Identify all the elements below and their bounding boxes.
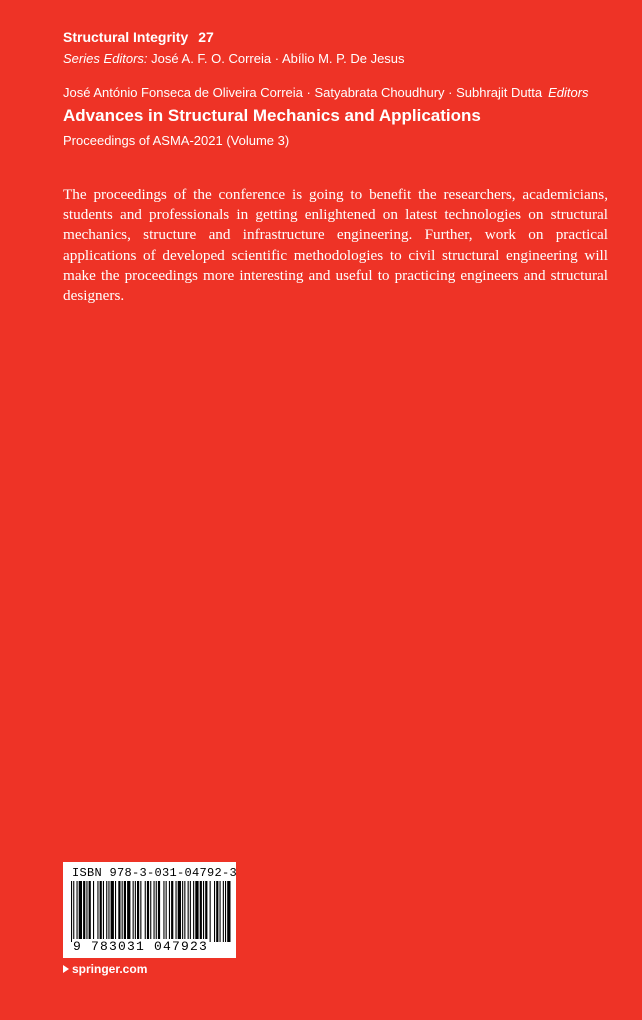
book-blurb: The proceedings of the conference is going to benefit the researchers, academicians, students and professionals in getting enlightened on latest technologies on structural mechanics, structure and infrastructure engineering. Further, work on practical applications of developed scientific methodologies to civil structural engineering will make the proceedings more interesting and useful to practicing engineers and structural designers. — [63, 186, 608, 305]
publisher-link[interactable] — [63, 962, 147, 976]
book-subtitle: Proceedings of ASMA-2021 (Volume 3) — [63, 133, 290, 148]
series-name: Structural Integrity — [63, 29, 189, 45]
barcode-digits: 9 783031 047923 — [73, 939, 209, 954]
series-header — [63, 29, 214, 45]
series-editors: José A. F. O. Correia · Abílio M. P. De Jesus — [151, 51, 405, 66]
isbn-label: ISBN 978-3-031-04792-3 — [72, 866, 238, 880]
book-title: Advances in Structural Mechanics and Applications — [63, 106, 481, 125]
publisher-url: springer.com — [72, 962, 148, 976]
isbn-barcode — [63, 862, 236, 958]
volume-editors-line — [63, 85, 589, 100]
editors-role: Editors — [548, 85, 589, 100]
arrow-right-icon — [63, 965, 69, 973]
series-volume: 27 — [198, 29, 214, 45]
volume-editors: José António Fonseca de Oliveira Correia · Satyabrata Choudhury · Subhrajit Dutta — [63, 85, 543, 100]
series-editors-line — [63, 51, 405, 66]
series-editors-label: Series Editors: — [63, 51, 148, 66]
